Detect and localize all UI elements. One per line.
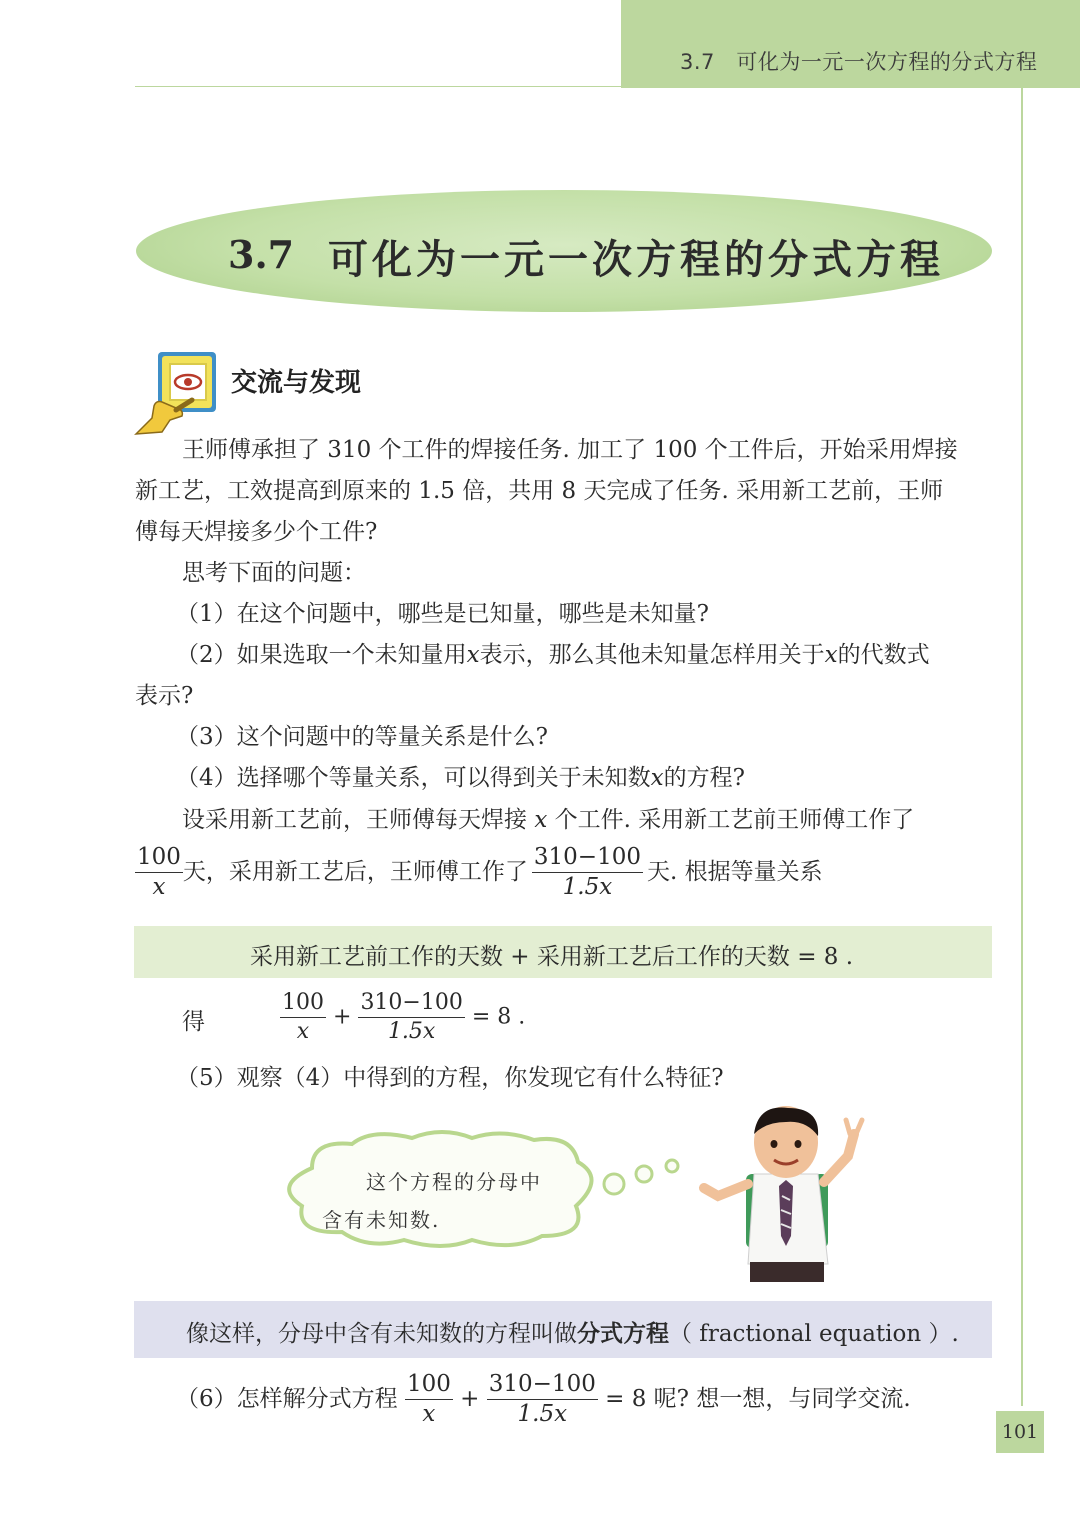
definition-post: （ fractional equation ）.: [669, 1321, 959, 1347]
variable-x: x: [650, 765, 664, 791]
question-2-part-c: 的代数式: [837, 642, 930, 668]
variable-x: x: [534, 807, 548, 833]
question-2-continued: 表示?: [135, 683, 194, 709]
equation-rhs: = 8 .: [471, 1004, 526, 1030]
equal-relation: 采用新工艺前工作的天数 + 采用新工艺后工作的天数 = 8 .: [250, 944, 854, 970]
question-4-part-a: （4）选择哪个等量关系，可以得到关于未知数: [176, 765, 651, 791]
plus-sign: +: [460, 1386, 480, 1412]
fraction-100-over-x: $\frac{100}{x}$: [282, 990, 324, 1044]
question-3: （3）这个问题中的等量关系是什么?: [176, 724, 548, 750]
question-6: [176, 1373, 911, 1426]
fraction-100-over-x: $\frac{100}{x}$: [137, 844, 181, 900]
definition-band: [134, 1301, 992, 1358]
question-2-part-a: （2）如果选取一个未知量用: [176, 642, 467, 668]
pointing-hand-icon: [132, 348, 224, 440]
question-4-part-b: 的方程?: [663, 765, 745, 791]
page-number: 101: [996, 1411, 1044, 1453]
header-rule: [135, 86, 1023, 87]
student-illustration: [696, 1104, 874, 1284]
running-title: 3.7 可化为一元一次方程的分式方程: [680, 50, 1038, 74]
setup-part-a: 设采用新工艺前，王师傅每天焊接: [182, 807, 527, 833]
variable-x: x: [824, 642, 838, 668]
question-5: （5）观察（4）中得到的方程，你发现它有什么特征?: [176, 1065, 724, 1091]
question-6-part-a: （6）怎样解分式方程: [176, 1386, 398, 1412]
section-title: 可化为一元一次方程的分式方程: [328, 236, 944, 283]
thought-line-2: 含有未知数.: [322, 1208, 441, 1232]
think-intro: 思考下面的问题：: [182, 560, 366, 586]
variable-x: x: [466, 642, 480, 668]
fraction-210-over-1-5x: $\frac{310-100}{1.5x}$: [360, 990, 463, 1044]
setup-line-1: [182, 800, 914, 841]
problem-line-2: 新工艺，工效提高到原来的 1.5 倍，共用 8 天完成了任务. 采用新工艺前，王师: [135, 478, 944, 504]
question-4: [176, 758, 745, 799]
fraction-100-over-x: $\frac{100}{x}$: [406, 1371, 451, 1427]
problem-line-1: 王师傅承担了 310 个工件的焊接任务. 加工了 100 个工件后，开始采用焊接: [182, 437, 958, 463]
equation-prefix: 得: [182, 1009, 205, 1035]
setup-line-2: [135, 846, 823, 899]
section-number: 3.7: [228, 232, 295, 277]
fraction-210-over-1-5x: $\frac{310-100}{1.5x}$: [488, 1371, 596, 1427]
setup-part-d: 天. 根据等量关系: [646, 859, 823, 885]
margin-rule: [1021, 86, 1023, 1406]
setup-part-b: 个工件. 采用新工艺前王师傅工作了: [554, 807, 915, 833]
question-2-part-b: 表示，那么其他未知量怎样用关于: [479, 642, 825, 668]
relation-band: [134, 926, 992, 978]
fraction-210-over-1-5x: $\frac{310-100}{1.5x}$: [533, 844, 641, 900]
question-2: [176, 635, 930, 676]
discovery-heading: 交流与发现: [231, 368, 362, 398]
equation: [280, 992, 525, 1043]
problem-line-3: 傅每天焊接多少个工件?: [135, 519, 378, 545]
question-1: （1）在这个问题中，哪些是已知量，哪些是未知量?: [176, 601, 709, 627]
definition-pre: 像这样，分母中含有未知数的方程叫做: [186, 1321, 577, 1347]
setup-part-c: 天，采用新工艺后，王师傅工作了: [182, 859, 528, 885]
thought-line-1: 这个方程的分母中: [366, 1170, 542, 1194]
definition-term: 分式方程: [577, 1321, 669, 1347]
definition-text: [186, 1315, 959, 1348]
question-6-part-b: = 8 呢? 想一想，与同学交流.: [605, 1386, 911, 1412]
plus-sign: +: [333, 1004, 352, 1030]
